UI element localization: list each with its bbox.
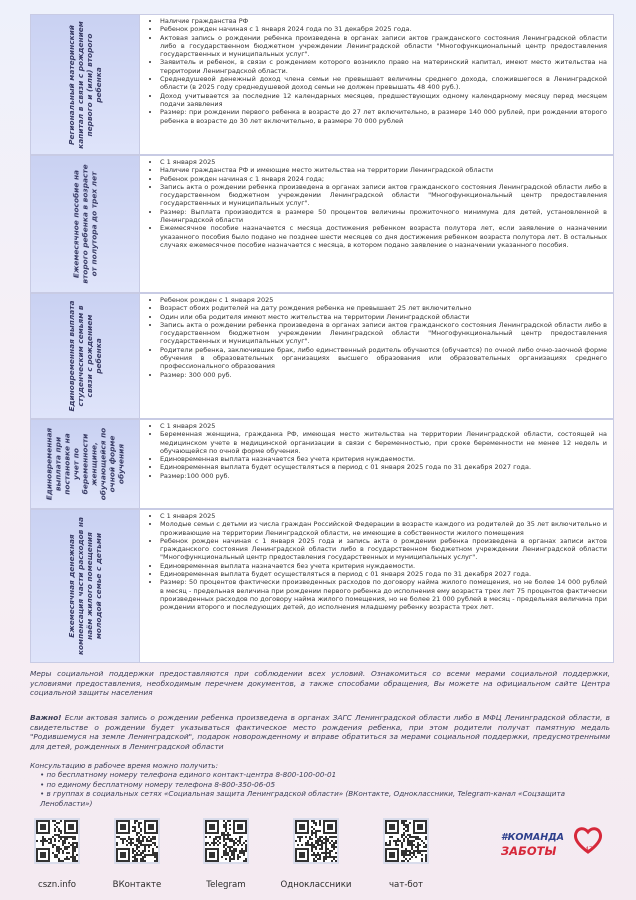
list-item: • Ребенок рожден начиная с 1 января 2025 года и запись акта о рождении ребенка произведена в органах записи актов гражданского состояния Ленинградской области либо в государственном бюджетном учреждении Ленинградской области "Многофункциональный центр предоставления государственных и муниципальных услуг". (160, 537, 607, 562)
logo-top-text: #КОМАНДА (501, 832, 565, 843)
qr-code-cszn[interactable] (34, 818, 80, 864)
list-item: • Запись акта о рождении ребенка произведена в органах записи актов гражданского состояния Ленинградской области либо в государственном бюджетном учреждении Ленинградской области "Многофункциональный центр предоставления государственных и муниципальных услуг". (160, 183, 607, 208)
list-item: • Один или оба родителя имеют место жительства на территории Ленинградской области (160, 313, 607, 321)
list-item: • Ребенок рожден с 1 января 2025 (160, 296, 607, 304)
list-item: • С 1 января 2025 (160, 512, 607, 520)
qr-label-telegram: Telegram (206, 880, 246, 890)
list-item: • Наличие гражданства РФ и имеющие место жительства на территории Ленинградской области (160, 166, 607, 174)
qr-code-ok[interactable] (293, 818, 339, 864)
row-label: Единовременная выплата студенческим семьям в связи с рождением ребенка (31, 294, 140, 418)
important-label: Важно! (30, 713, 62, 722)
qr-code-chatbot[interactable] (383, 818, 429, 864)
list-item: • Размер: 50 процентов фактически произведенных расходов по договору найма жилого помещения, но не более 14 000 рублей в месяц - предельная величина при рождении первого ребенка до исполнения ему возраста трех лет 75 процентов фактически произведенных расходов по договору найма жилого помещения, но не более 21 000 рублей в месяц - предельная величина при рождении второго и последующих детей, до исполнения младшему ребенку возраста трех лет. (160, 578, 607, 611)
row-label: Единовременная выплата при постановке на учет по беременности женщине, обучающейся по очной форме обучения (31, 420, 140, 508)
list-item: • Размер: Выплата производится в размере 50 процентов величины прожиточного минимума для детей, установленной в Ленинградской области (160, 208, 607, 225)
list-item: • Доход учитывается за последние 12 календарных месяцев, предшествующих одному календарному месяцу перед месяцем подачи заявления (160, 92, 607, 109)
list-item: • по единому бесплатному номеру телефона 8-800-350-06-05 (40, 780, 610, 789)
benefit-row-housing-compensation (31, 510, 613, 662)
list-item: • Ежемесячное пособие назначается с месяца достижения ребенком возраста полутора лет, если заявление о назначении указанного пособия было подано не позднее шести месяцев со дня достижения ребенком возраста полутора лет. В остальных случаях ежемесячное пособие назначается с месяца, в котором подано заявление о назначении указанного пособия. (160, 224, 607, 249)
benefit-row-student-families (31, 294, 613, 420)
list-item: • Единовременная выплата будет осуществляться в период с 01 января 2025 года по 31 декабря 2027 года. (160, 463, 607, 471)
consultation-block (30, 761, 610, 808)
consultation-title: Консультацию в рабочее время можно получить: (30, 761, 219, 770)
list-item: • в группах в социальных сетях «Социальная защита Ленинградской области» (ВКонтакте, Одноклассники, Telegram-канал «Соцзащита Ленобласти») (40, 789, 610, 808)
row-label: Ежемесячная денежная компенсация части расходов на наём жилого помещения молодой семье с детьми (31, 510, 140, 662)
list-item: • Актовая запись о рождении ребенка произведена в органах записи актов гражданского состояния Ленинградской области либо в государственном бюджетном учреждении Ленинградской области "Многофункциональный центр предоставления государственных и муниципальных услуг". (160, 34, 607, 59)
list-item: • Ребенок рожден начиная с 1 января 2024 года по 31 декабря 2025 года. (160, 25, 607, 33)
list-item: • Запись акта о рождении ребенка произведена в органах записи актов гражданского состояния Ленинградской области либо в государственном бюджетном учреждении Ленинградской области "Многофункциональный центр предоставления государственных и муниципальных услуг". (160, 321, 607, 346)
conditions-note: Меры социальной поддержки предоставляются при соблюдении всех условий. Ознакомиться со всеми мерами социальной поддержки, условиями предоставления, необходимым перечнем документов, а также способами обращения, Вы можете на официальном сайте Центра социальной защиты населения (30, 669, 610, 698)
logo-bottom-text: ЗАБОТЫ (501, 844, 557, 858)
important-text: Если актовая запись о рождении ребенка произведена в органах ЗАГС Ленинградской области либо в МФЦ Ленинградской области, в свидетельстве о рождении будет указываться фактическое место рождения ребенка, при этом родители получат памятную медаль "Родившемуся на земле Ленинградской", подарок новорожденному и вправе обратиться за мерами социальной поддержки, предусмотренными для детей, рожденных в Ленинградской области (30, 713, 610, 751)
list-item: • Размер:100 000 руб. (160, 472, 607, 480)
list-item: • Единовременная выплата назначается без учета критерия нуждаемости. (160, 562, 607, 570)
list-item: • Родители ребенка, заключившие брак, либо единственный родитель обучаются (обучается) по очной либо очно-заочной форме обучения в образовательных организациях высшего образования или образовательных организациях среднего профессионального образования (160, 346, 607, 371)
list-item: • Возраст обоих родителей на дату рождения ребенка не превышает 25 лет включительно (160, 304, 607, 312)
team-of-care-logo (497, 826, 607, 866)
row-label: Региональный материнский капитал в связи с рождением первого и (или) второго ребенка (31, 15, 140, 154)
qr-code-vk[interactable] (114, 818, 160, 864)
list-item: • Среднедушевой денежный доход члена семьи не превышает величины среднего дохода, сложившегося в Ленинградской области (в 2025 году среднедушевой доход семьи не должен превышать 48 400 руб.). (160, 75, 607, 92)
list-item: • Размер: 300 000 руб. (160, 371, 607, 379)
list-item: • Единовременная выплата будет осуществляться в период с 01 января 2025 года по 31 декабря 2027 года. (160, 570, 607, 578)
logo-number: 47 (585, 846, 593, 853)
list-item: • Заявитель и ребенок, в связи с рождением которого возникло право на материнский капитал, имеют место жительства на территории Ленинградской области. (160, 58, 607, 75)
qr-label-cszn: cszn.info (37, 880, 76, 890)
benefit-row-monthly-second-child (31, 156, 613, 294)
list-item: • Беременная женщина, гражданка РФ, имеющая место жительства на территории Ленинградской области, состоящей на медицинском учете в медицинской организации в связи с беременностью, при сроке беременности не менее 12 недель и обучающейся по очной форме обучения. (160, 430, 607, 455)
benefit-row-maternal-capital (31, 15, 613, 156)
list-item: • Наличие гражданства РФ (160, 17, 607, 25)
important-note (30, 713, 610, 751)
qr-label-chatbot: чат-бот (388, 880, 423, 890)
list-item: • С 1 января 2025 (160, 422, 607, 430)
list-item: • по бесплатному номеру телефона единого контакт-центра 8-800-100-00-01 (40, 770, 610, 779)
list-item: • Размер: при рождении первого ребенка в возрасте до 27 лет включительно, в размере 140 000 рублей, при рождении второго ребенка в возрасте до 30 лет включительно, в размере 70 000 рублей (160, 108, 607, 125)
list-item: • Ребенок рожден начиная с 1 января 2024 года; (160, 175, 607, 183)
qr-label-ok: Одноклассники (280, 880, 352, 890)
qr-code-telegram[interactable] (203, 818, 249, 864)
list-item: • Молодые семьи с детьми из числа граждан Российской Федерации в возрасте каждого из родителей до 35 лет включительно и проживающие на территории Ленинградской области, не имеющие в собственности жилого помещения (160, 520, 607, 537)
row-label: Ежемесячное пособие на второго ребенка в возрасте от полутора до трех лет (31, 156, 140, 292)
list-item: • Единовременная выплата назначается без учета критерия нуждаемости. (160, 455, 607, 463)
benefits-table (30, 14, 614, 663)
benefit-row-pregnancy-student (31, 420, 613, 510)
qr-label-vk: ВКонтакте (112, 880, 162, 890)
list-item: • С 1 января 2025 (160, 158, 607, 166)
